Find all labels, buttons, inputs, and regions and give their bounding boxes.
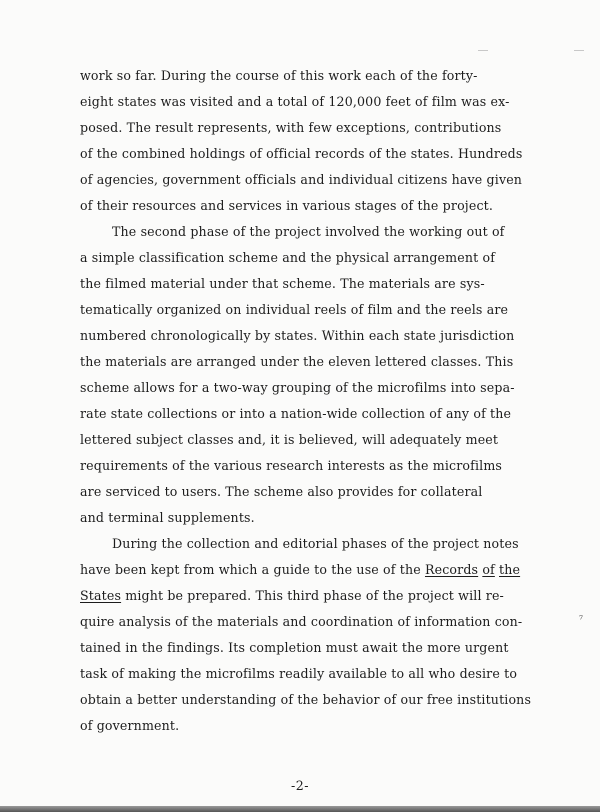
text-line: obtain a better understanding of the behavior of our free institutions (80, 692, 532, 707)
text-line: work so far. During the course of this work each of the forty- (80, 68, 478, 83)
scan-mark: ⁷ (579, 615, 584, 626)
scan-speck (478, 50, 488, 51)
text-line: rate state collections or into a nation-wide collection of any of the (80, 406, 512, 421)
text-line: the filmed material under that scheme. The materials are sys- (80, 276, 485, 291)
text-line (80, 588, 504, 604)
text-line: quire analysis of the materials and coordination of information con- (80, 614, 523, 629)
text-line: a simple classification scheme and the physical arrangement of (80, 250, 496, 265)
underlined-title: Records (424, 562, 479, 577)
text-line: eight states was visited and a total of 120,000 feet of film was ex- (80, 94, 510, 109)
text-line: of the combined holdings of official records of the states. Hundreds (80, 146, 523, 161)
page-number: -2- (290, 778, 310, 793)
text-line: and terminal supplements. (80, 510, 255, 525)
underlined-title: of (482, 562, 495, 577)
text-line: are serviced to users. The scheme also provides for collateral (80, 484, 483, 499)
text-line: tematically organized on individual reels of film and the reels are (80, 302, 509, 317)
scan-speck (574, 50, 584, 51)
text-line: of their resources and services in various stages of the project. (80, 198, 494, 213)
text-line: numbered chronologically by states. Within each state jurisdiction (80, 328, 515, 343)
text-line: requirements of the various research interests as the microfilms (80, 458, 503, 473)
scan-bottom-edge (0, 806, 600, 812)
text-line: The second phase of the project involved the working out of (112, 224, 505, 239)
underlined-title: the (499, 562, 521, 577)
text-segment: have been kept from which a guide to the use of the (80, 562, 425, 577)
text-line: tained in the findings. Its completion must await the more urgent (80, 640, 509, 655)
text-segment: might be prepared. This third phase of the project will re- (121, 588, 504, 603)
text-line: task of making the microfilms readily available to all who desire to (80, 666, 518, 681)
text-line: of agencies, government officials and individual citizens have given (80, 172, 523, 187)
text-line: the materials are arranged under the eleven lettered classes. This (80, 354, 514, 369)
text-line: of government. (80, 718, 180, 733)
underlined-title: States (80, 588, 122, 603)
text-line: During the collection and editorial phases of the project notes (112, 536, 519, 551)
text-line: lettered subject classes and, it is believed, will adequately meet (80, 432, 499, 447)
text-line: posed. The result represents, with few exceptions, contributions (80, 120, 502, 135)
text-line: scheme allows for a two-way grouping of the microfilms into sepa- (80, 380, 515, 395)
text-line (80, 562, 520, 578)
